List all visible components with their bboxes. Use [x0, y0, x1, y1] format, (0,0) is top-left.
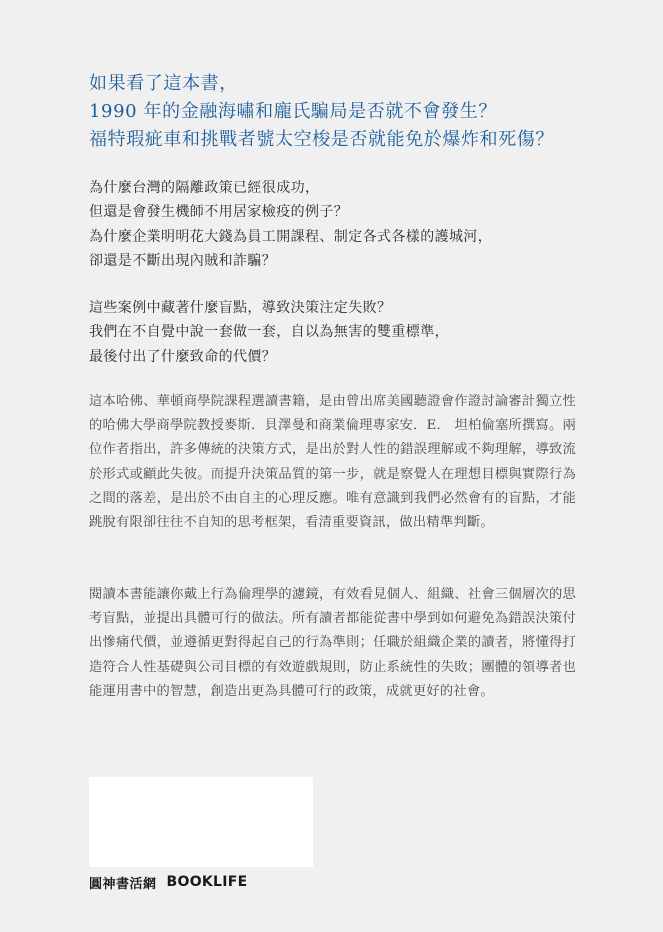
- question-group-2: [89, 296, 609, 369]
- headline-line-3: 福特瑕疵車和挑戰者號太空梭是否就能免於爆炸和死傷？: [89, 129, 554, 150]
- headline-line-2: 1990 年的金融海嘯和龐氏騙局是否就不會發生？: [89, 101, 497, 122]
- publisher-name-english: BOOKLIFE: [166, 874, 248, 890]
- question-line: 這些案例中藏著什麼盲點，導致決策注定失敗？: [89, 300, 392, 316]
- body-paragraph-2: 閱讀本書能讓你戴上行為倫理學的濾鏡，有效看見個人、組織、社會三個層次的思考盲點，並提出具體可行的做法。所有讀者都能從書中學到如何避免為錯誤決策付出慘痛代價，並遵循更對得起自己的行為準則；任職於組織企業的讀者，將懂得打造符合人性基礎與公司目標的有效遊戲規則，防止系統性的失敗；團體的領導者也能運用書中的智慧，創造出更為具體可行的政策，成就更好的社會。: [89, 587, 576, 699]
- question-line: 為什麼台灣的隔離政策已經很成功，: [89, 180, 320, 196]
- barcode-area: [89, 777, 313, 867]
- question-line: 為什麼企業明明花大錢為員工開課程、制定各式各樣的護城河，: [89, 228, 493, 245]
- publisher-logo: [89, 873, 248, 891]
- question-line: 最後付出了什麼致命的代價？: [89, 348, 277, 365]
- body-paragraph-1: 這本哈佛、華頓商學院課程選讀書籍，是由曾出席美國聽證會作證討論審計獨立性的哈佛大學商學院教授麥斯．貝澤曼和商業倫理專家安．E． 坦柏倫塞所撰寫。兩位作者指出，許多傳統的決策方式，是出於對人性的錯誤理解或不夠理解，導致流於形式或顧此失彼。而提升決策品質的第一步，就是察覺人在理想目標與實際行為之間的落差，是出於不由自主的心理反應。唯有意識到我們必然會有的盲點，才能跳脫有限卻往往不自知的思考框架，看清重要資訊，做出精準判斷。: [89, 394, 576, 531]
- publisher-name-chinese: 圓神書活網: [89, 876, 157, 892]
- question-line: 卻還是不斷出現內賊和詐騙？: [89, 252, 277, 269]
- question-group-1: [89, 176, 609, 273]
- headline-line-1: 如果看了這本書，: [89, 73, 238, 94]
- headline: [89, 70, 629, 154]
- question-line: 但還是會發生機師不用居家檢疫的例子？: [89, 204, 349, 221]
- question-line: 我們在不自覺中說一套做一套，自以為無害的雙重標準，: [89, 324, 449, 341]
